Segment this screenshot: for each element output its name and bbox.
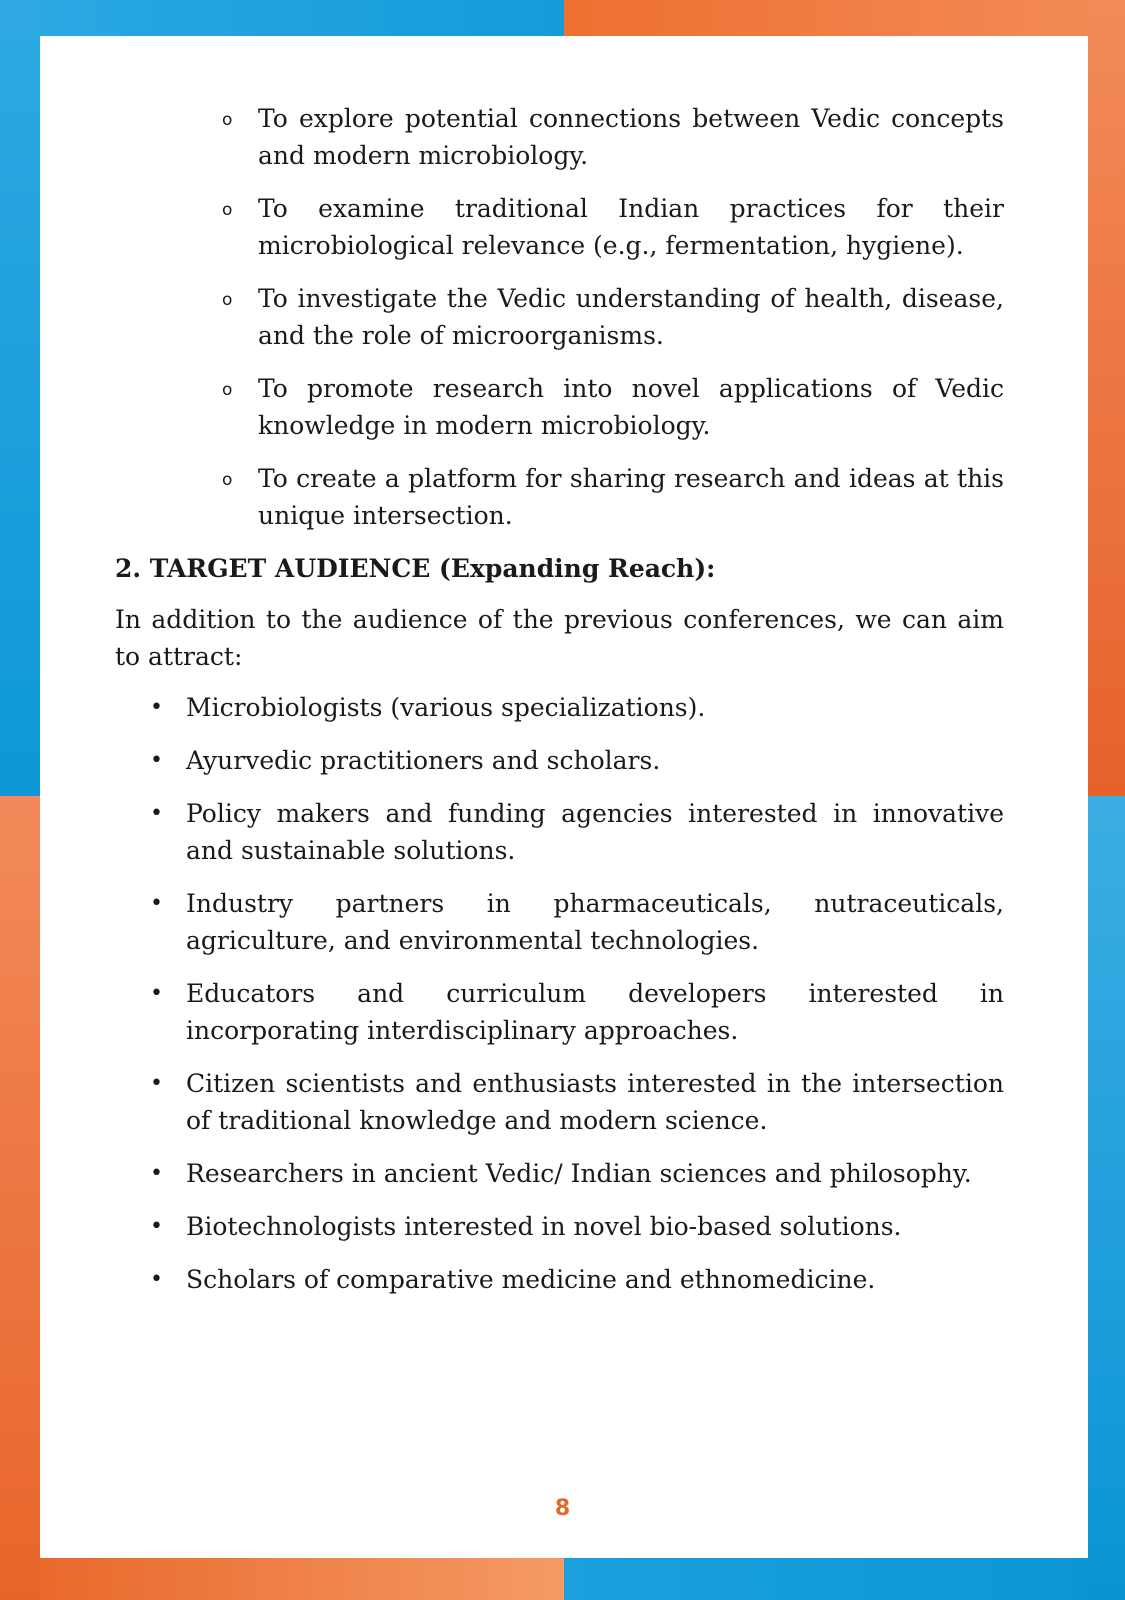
border-bottom-right — [564, 1558, 1088, 1600]
hollow-bullet-icon: o — [222, 110, 233, 130]
list-item: • Microbiologists (various specializations). — [115, 689, 1004, 726]
hollow-bullet-icon: o — [222, 470, 233, 490]
bullet-icon: • — [150, 695, 163, 720]
list-item: o To examine traditional Indian practices for their microbiological relevance (e.g., fermentation, hygiene). — [222, 194, 1004, 260]
bullet-icon: • — [150, 1214, 163, 1239]
bullet-icon: • — [150, 891, 163, 916]
border-top-left — [40, 0, 564, 36]
hollow-bullet-icon: o — [222, 290, 233, 310]
border-right-bottom — [1088, 796, 1125, 1600]
list-item: • Biotechnologists interested in novel bio-based solutions. — [115, 1208, 1004, 1245]
bullet-icon: • — [150, 1161, 163, 1186]
border-bottom-left — [40, 1558, 564, 1600]
list-item: • Scholars of comparative medicine and ethnomedicine. — [115, 1261, 1004, 1298]
audience-list — [115, 689, 1004, 1298]
border-right-top — [1088, 0, 1125, 796]
hollow-bullet-icon: o — [222, 380, 233, 400]
page-content — [115, 100, 1004, 1314]
border-left-top — [0, 0, 40, 796]
page-number: 8 — [554, 1496, 571, 1521]
objectives-list — [115, 100, 1004, 534]
bullet-icon: • — [150, 748, 163, 773]
list-item: o To investigate the Vedic understanding of health, disease, and the role of microorganisms. — [222, 284, 1004, 350]
border-left-bottom — [0, 796, 40, 1600]
list-item: • Citizen scientists and enthusiasts interested in the intersection of traditional knowledge and modern science. — [115, 1065, 1004, 1139]
border-top-right — [564, 0, 1088, 36]
list-item: • Educators and curriculum developers interested in incorporating interdisciplinary approaches. — [115, 975, 1004, 1049]
list-item: o To promote research into novel applications of Vedic knowledge in modern microbiology. — [222, 374, 1004, 440]
list-item: • Ayurvedic practitioners and scholars. — [115, 742, 1004, 779]
list-item: • Industry partners in pharmaceuticals, nutraceuticals, agriculture, and environmental technologies. — [115, 885, 1004, 959]
bullet-icon: • — [150, 1267, 163, 1292]
list-item: o To explore potential connections between Vedic concepts and modern microbiology. — [222, 104, 1004, 170]
bullet-icon: • — [150, 801, 163, 826]
section-intro: In addition to the audience of the previous conferences, we can aim to attract: — [115, 605, 1004, 671]
hollow-bullet-icon: o — [222, 200, 233, 220]
list-item: o To create a platform for sharing research and ideas at this unique intersection. — [222, 464, 1004, 530]
bullet-icon: • — [150, 1071, 163, 1096]
section-heading: 2. TARGET AUDIENCE (Expanding Reach): — [115, 554, 716, 583]
list-item: • Policy makers and funding agencies interested in innovative and sustainable solutions. — [115, 795, 1004, 869]
bullet-icon: • — [150, 981, 163, 1006]
list-item: • Researchers in ancient Vedic/ Indian sciences and philosophy. — [115, 1155, 1004, 1192]
